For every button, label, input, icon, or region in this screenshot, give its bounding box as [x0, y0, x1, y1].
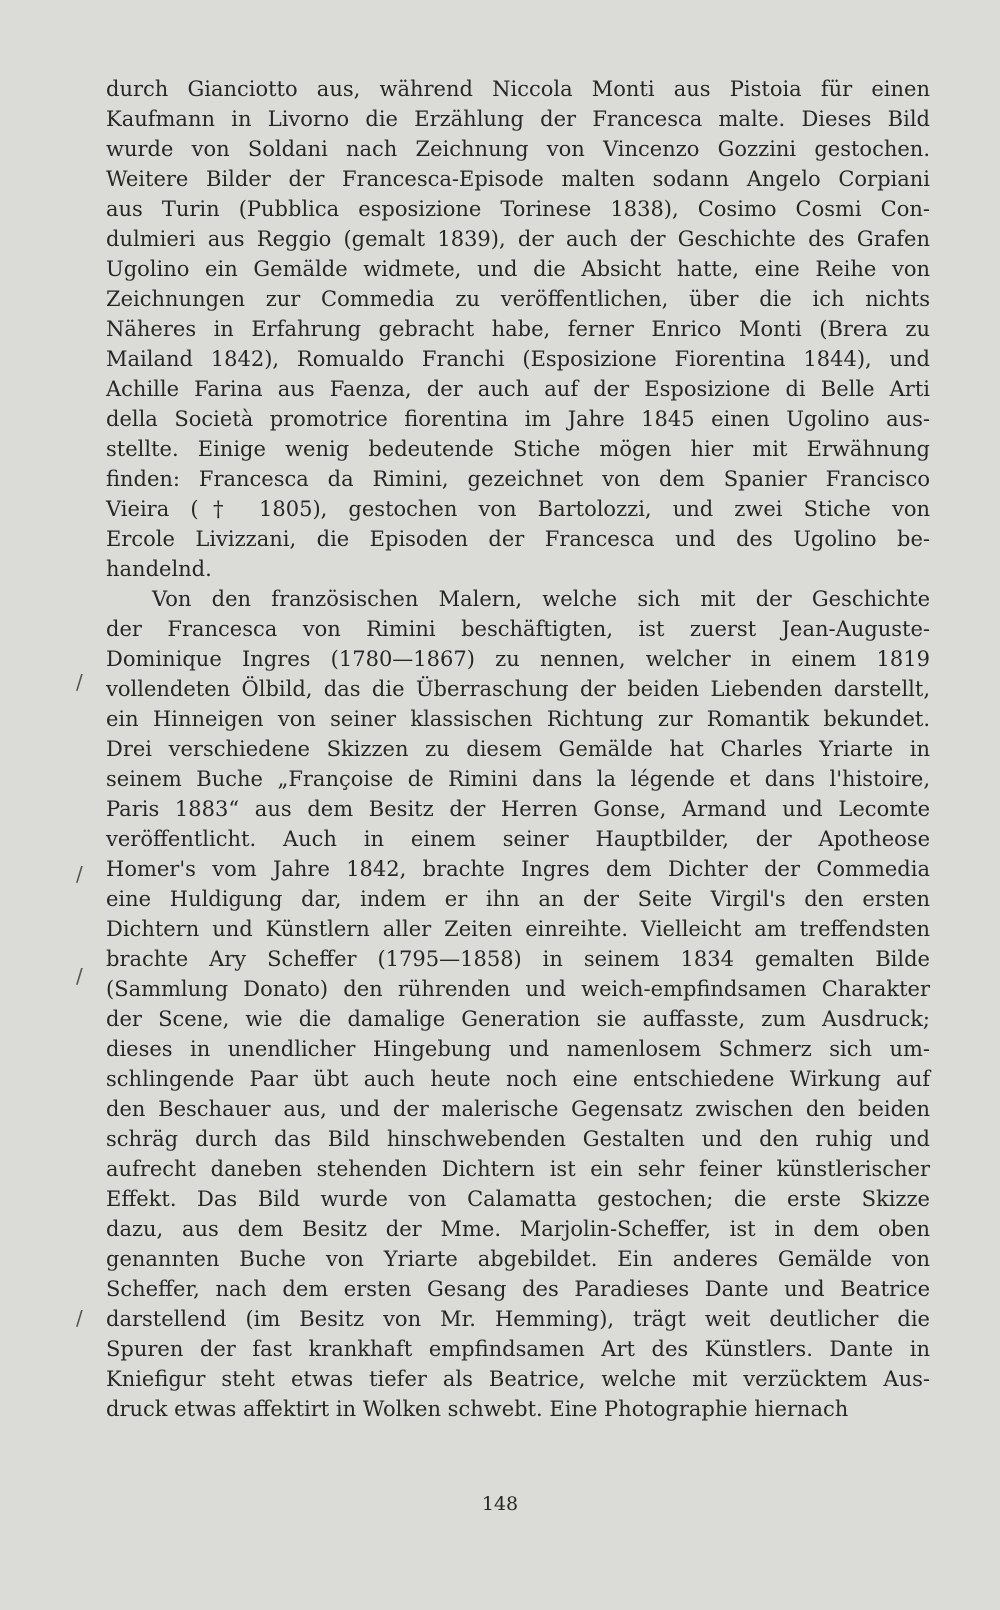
margin-pencil-mark: /	[76, 1306, 83, 1330]
text-line: aufrecht daneben stehenden Dichtern ist ein sehr feiner künstlerischer	[106, 1157, 930, 1181]
text-line: dazu, aus dem Besitz der Mme. Marjolin-Scheffer, ist in dem oben	[106, 1217, 930, 1241]
text-line: schräg durch das Bild hinschwebenden Gestalten und den ruhig und	[106, 1127, 930, 1151]
text-line: Ugolino ein Gemälde widmete, und die Absicht hatte, eine Reihe von	[106, 257, 930, 281]
text-line: brachte Ary Scheffer (1795—1858) in seinem 1834 gemalten Bilde	[106, 947, 930, 971]
text-line: Kaufmann in Livorno die Erzählung der Francesca malte. Dieses Bild	[106, 107, 930, 131]
text-line: Homer's vom Jahre 1842, brachte Ingres dem Dichter der Commedia	[106, 857, 930, 881]
body-text	[106, 74, 930, 1424]
text-line: Spuren der fast krankhaft empfindsamen Art des Künstlers. Dante in	[106, 1337, 930, 1361]
text-line: vollendeten Ölbild, das die Überraschung der beiden Liebenden darstellt,	[106, 677, 930, 701]
text-line: dulmieri aus Reggio (gemalt 1839), der auch der Geschichte des Grafen	[106, 227, 930, 251]
text-line: (Sammlung Donato) den rührenden und weich-empfindsamen Charakter	[106, 977, 930, 1001]
text-line: Zeichnungen zur Commedia zu veröffentlichen, über die ich nichts	[106, 287, 930, 311]
text-line: Drei verschiedene Skizzen zu diesem Gemälde hat Charles Yriarte in	[106, 737, 930, 761]
margin-pencil-mark: /	[76, 862, 83, 886]
text-line: wurde von Soldani nach Zeichnung von Vincenzo Gozzini gestochen.	[106, 137, 930, 161]
text-line: Kniefigur steht etwas tiefer als Beatrice, welche mit verzücktem Aus-	[106, 1367, 930, 1391]
text-line: darstellend (im Besitz von Mr. Hemming), trägt weit deutlicher die	[106, 1307, 930, 1331]
margin-pencil-mark: /	[76, 964, 83, 988]
text-line: dieses in unendlicher Hingebung und namenlosem Schmerz sich um-	[106, 1037, 930, 1061]
page-number: 148	[481, 1493, 519, 1515]
text-line: Näheres in Erfahrung gebracht habe, ferner Enrico Monti (Brera zu	[106, 317, 930, 341]
text-line: finden: Francesca da Rimini, gezeichnet von dem Spanier Francisco	[106, 467, 930, 491]
text-line: aus Turin (Pubblica esposizione Torinese 1838), Cosimo Cosmi Con-	[106, 197, 930, 221]
margin-pencil-mark: /	[76, 670, 83, 694]
text-line: Scheffer, nach dem ersten Gesang des Paradieses Dante und Beatrice	[106, 1277, 930, 1301]
text-line: Achille Farina aus Faenza, der auch auf der Esposizione di Belle Arti	[106, 377, 930, 401]
text-line: Von den französischen Malern, welche sich mit der Geschichte	[152, 587, 930, 611]
text-line: der Francesca von Rimini beschäftigten, ist zuerst Jean-Auguste-	[106, 617, 930, 641]
text-line: della Società promotrice fiorentina im Jahre 1845 einen Ugolino aus-	[106, 407, 930, 431]
text-line: seinem Buche „Françoise de Rimini dans la légende et dans l'histoire,	[106, 767, 930, 791]
text-line: Ercole Livizzani, die Episoden der Francesca und des Ugolino be-	[106, 527, 930, 551]
text-line: Vieira († 1805), gestochen von Bartolozzi, und zwei Stiche von	[106, 497, 930, 521]
text-line: druck etwas affektirt in Wolken schwebt. Eine Photographie hiernach	[106, 1397, 849, 1421]
text-line: Mailand 1842), Romualdo Franchi (Esposizione Fiorentina 1844), und	[106, 347, 930, 371]
text-line: durch Gianciotto aus, während Niccola Monti aus Pistoia für einen	[106, 77, 930, 101]
text-line: Effekt. Das Bild wurde von Calamatta gestochen; die erste Skizze	[106, 1187, 930, 1211]
text-line: genannten Buche von Yriarte abgebildet. Ein anderes Gemälde von	[106, 1247, 930, 1271]
text-line: handelnd.	[106, 557, 212, 581]
text-line: der Scene, wie die damalige Generation sie auffasste, zum Ausdruck;	[106, 1007, 930, 1031]
text-line: eine Huldigung dar, indem er ihn an der Seite Virgil's den ersten	[106, 887, 930, 911]
text-line: Paris 1883“ aus dem Besitz der Herren Gonse, Armand und Lecomte	[106, 797, 930, 821]
text-line: stellte. Einige wenig bedeutende Stiche mögen hier mit Erwähnung	[106, 437, 930, 461]
text-line: schlingende Paar übt auch heute noch eine entschiedene Wirkung auf	[106, 1067, 930, 1091]
text-line: veröffentlicht. Auch in einem seiner Hauptbilder, der Apotheose	[106, 827, 930, 851]
text-line: Dichtern und Künstlern aller Zeiten einreihte. Vielleicht am treffendsten	[106, 917, 930, 941]
text-line: den Beschauer aus, und der malerische Gegensatz zwischen den beiden	[106, 1097, 930, 1121]
text-line: ein Hinneigen von seiner klassischen Richtung zur Romantik bekundet.	[106, 707, 930, 731]
text-line: Weitere Bilder der Francesca-Episode malten sodann Angelo Corpiani	[106, 167, 930, 191]
text-line: Dominique Ingres (1780—1867) zu nennen, welcher in einem 1819	[106, 647, 930, 671]
